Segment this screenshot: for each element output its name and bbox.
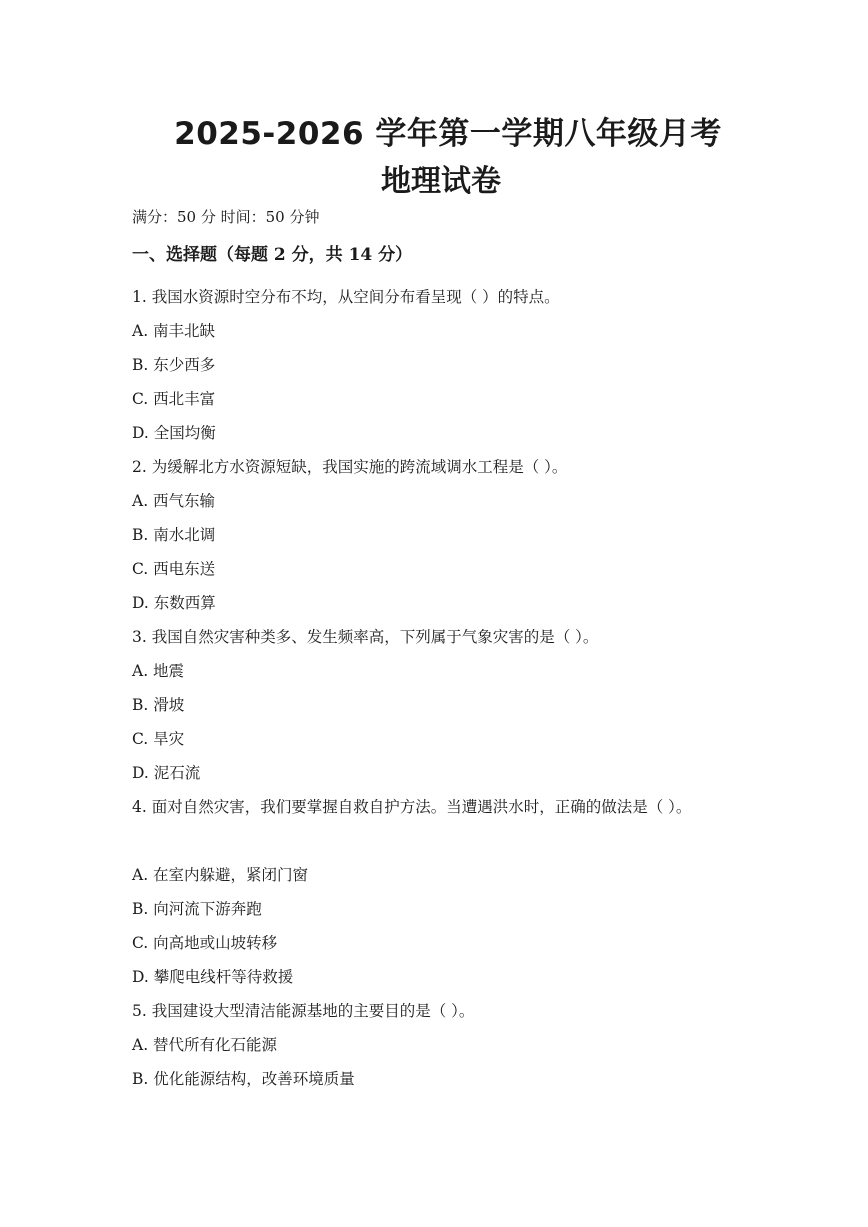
question-stem: 3. 我国自然灾害种类多、发生频率高，下列属于气象灾害的是（ ）。 [132, 628, 599, 646]
question-option: D. 东数西算 [132, 594, 216, 612]
question-option: C. 向高地或山坡转移 [132, 934, 278, 952]
question-stem: 4. 面对自然灾害，我们要掌握自救自护方法。当遭遇洪水时，正确的做法是（ ）。 [132, 798, 692, 816]
question-option: A. 替代所有化石能源 [132, 1036, 278, 1054]
section-heading: 一、选择题（每题 2 分，共 14 分） [132, 245, 413, 265]
question-stem: 1. 我国水资源时空分布不均，从空间分布看呈现（ ）的特点。 [132, 288, 560, 306]
question-option: A. 西气东输 [132, 492, 216, 510]
question-option: D. 全国均衡 [132, 424, 216, 442]
question-option: B. 优化能源结构，改善环境质量 [132, 1070, 355, 1088]
question-option: A. 地震 [132, 662, 185, 680]
question-option: C. 西电东送 [132, 560, 216, 578]
question-option: D. 泥石流 [132, 764, 201, 782]
question-list [132, 280, 752, 1096]
question-option: B. 南水北调 [132, 526, 216, 544]
question-option: D. 攀爬电线杆等待救援 [132, 968, 294, 986]
question-stem: 5. 我国建设大型清洁能源基地的主要目的是（ ）。 [132, 1002, 475, 1020]
question-option: B. 东少西多 [132, 356, 216, 374]
score-time-info: 满分：50 分 时间：50 分钟 [132, 208, 320, 226]
question-option: A. 在室内躲避，紧闭门窗 [132, 866, 309, 884]
question-option: C. 旱灾 [132, 730, 185, 748]
question-option: C. 西北丰富 [132, 390, 216, 408]
exam-title: 2025-2026 学年第一学期八年级月考 [174, 116, 722, 152]
question-option: B. 滑坡 [132, 696, 185, 714]
question-option: B. 向河流下游奔跑 [132, 900, 262, 918]
question-stem: 2. 为缓解北方水资源短缺，我国实施的跨流域调水工程是（ ）。 [132, 458, 568, 476]
exam-subject-title: 地理试卷 [381, 164, 501, 199]
question-option: A. 南丰北缺 [132, 322, 216, 340]
